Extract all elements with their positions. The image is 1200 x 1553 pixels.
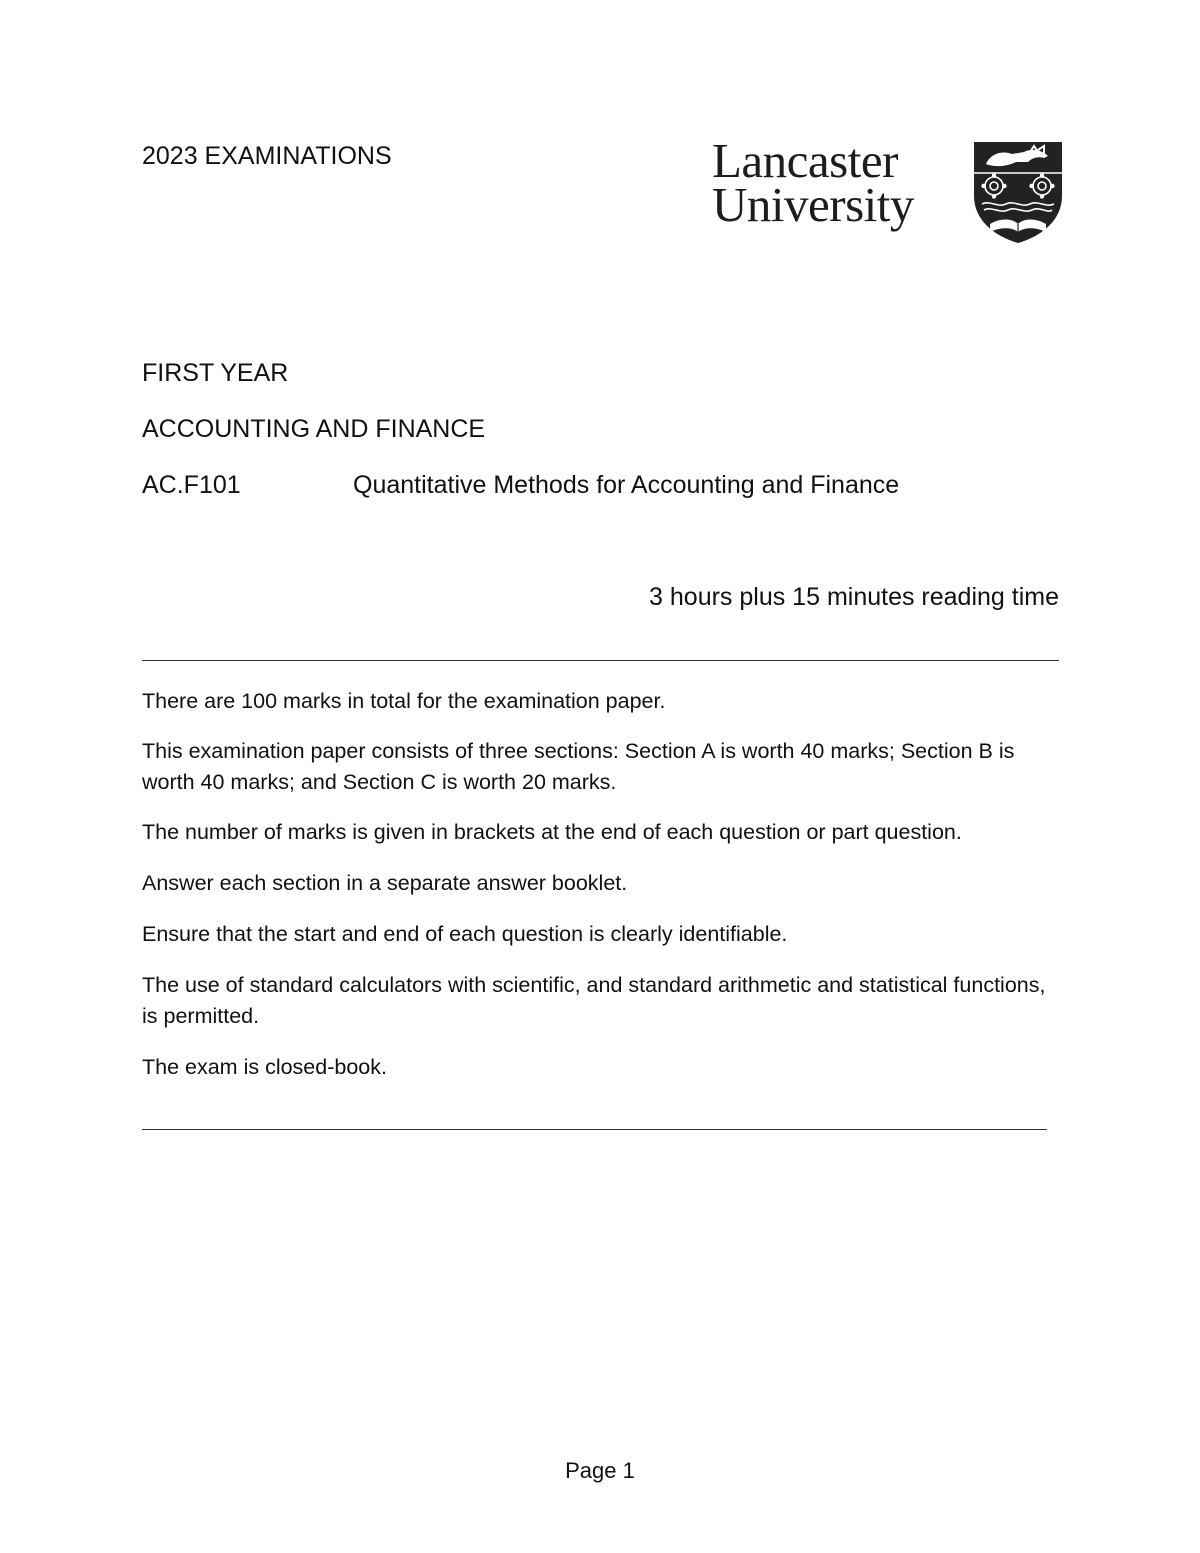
page-number: Page 1 — [565, 1458, 635, 1483]
exam-year-title: 2023 EXAMINATIONS — [142, 142, 392, 170]
divider-top — [142, 660, 1059, 661]
instruction-calculators: The use of standard calculators with scientific, and standard arithmetic and statistical functions, is permitted. — [142, 973, 1046, 1028]
instruction-closed-book: The exam is closed-book. — [142, 1055, 387, 1079]
course-title: Quantitative Methods for Accounting and Finance — [353, 471, 900, 499]
instruction-answer-booklet: Answer each section in a separate answer booklet. — [142, 871, 628, 895]
logo-text-line2: University — [712, 177, 914, 232]
instruction-sections: This examination paper consists of three sections: Section A is worth 40 marks; Section B is worth 40 marks; and Section C is worth 20 marks. — [142, 739, 1015, 794]
logo-text-line1: Lancaster — [712, 133, 898, 188]
university-crest-icon — [972, 140, 1064, 244]
divider-bottom — [142, 1129, 1047, 1130]
course-code: AC.F101 — [142, 471, 241, 499]
department: ACCOUNTING AND FINANCE — [142, 415, 486, 443]
exam-duration: 3 hours plus 15 minutes reading time — [649, 583, 1059, 611]
instruction-identifiable: Ensure that the start and end of each question is clearly identifiable. — [142, 922, 788, 946]
university-logo — [708, 134, 1064, 246]
instruction-total-marks: There are 100 marks in total for the examination paper. — [142, 689, 666, 713]
instruction-marks-brackets: The number of marks is given in brackets at the end of each question or part question. — [142, 820, 962, 844]
course-year: FIRST YEAR — [142, 359, 289, 387]
